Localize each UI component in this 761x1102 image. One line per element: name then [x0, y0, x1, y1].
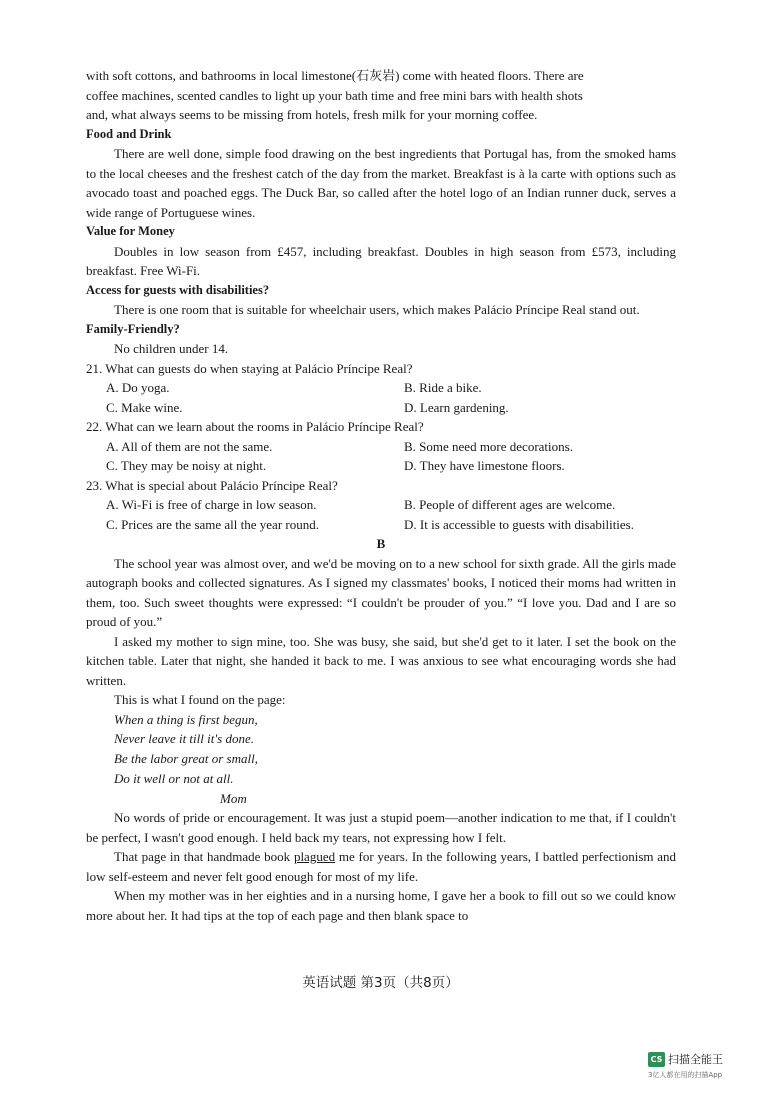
- underlined-word-plagued: plagued: [293, 849, 336, 865]
- question-21-stem: 21. What can guests do when staying at Palácio Príncipe Real?: [86, 360, 413, 376]
- question-22-option-c: C. They may be noisy at night.: [106, 458, 267, 473]
- question-23-option-d: D. It is accessible to guests with disabilities.: [404, 516, 634, 532]
- passage-b-paragraph-3: This is what I found on the page:: [114, 692, 286, 707]
- question-23-stem: 23. What is special about Palácio Príncipe Real?: [86, 477, 338, 493]
- question-21-options-row-2: [86, 398, 676, 418]
- camscanner-logo-icon: CS: [648, 1052, 665, 1067]
- rooms-line-1: with soft cottons, and bathrooms in local limestone(石灰岩) come with heated floors. There are: [86, 68, 584, 83]
- question-21-options-row-1: [86, 378, 676, 398]
- question-21-option-d: D. Learn gardening.: [404, 399, 509, 415]
- question-21-option-b: B. Ride a bike.: [404, 380, 482, 395]
- family-heading: Family-Friendly?: [86, 321, 180, 336]
- page-footer: 英语试题 第3页（共8页）: [302, 975, 459, 991]
- para5-after: me for years. In the following years, I battled perfectionism and low self-esteem and never felt good enough for most of my life.: [86, 849, 677, 884]
- passage-b-paragraph-5: [86, 847, 676, 886]
- passage-b-label: B: [376, 536, 386, 551]
- question-22-option-a: A. All of them are not the same.: [106, 438, 273, 454]
- exam-page: [86, 66, 676, 925]
- question-22-options-row-1: [86, 437, 676, 457]
- access-heading: Access for guests with disabilities?: [86, 282, 270, 297]
- passage-b-paragraph-1: The school year was almost over, and we'd be moving on to a new school for sixth grade. All the girls made autograph books and collected signatures. As I signed my classmates' books, I noticed their moms had written in them, too. Such sweet thoughts were expressed: “I couldn't be prouder of you.” “I love you. Dad and I are so proud of you.”: [86, 555, 676, 629]
- passage-b-paragraph-2: I asked my mother to sign mine, too. She was busy, she said, but she'd get to it later. I set the book on the kitchen table. Later that night, she handed it back to me. I was anxious to see what encouraging words she had written.: [86, 633, 676, 688]
- value-paragraph: Doubles in low season from £457, including breakfast. Doubles in high season from £573, including breakfast. Free Wi-Fi.: [86, 243, 676, 278]
- question-23-options-row-2: [86, 515, 676, 535]
- question-21-option-a: A. Do yoga.: [106, 380, 170, 395]
- poem-signature: Mom: [220, 790, 247, 806]
- poem-line-1: When a thing is first begun,: [114, 711, 258, 727]
- food-paragraph: There are well done, simple food drawing on the best ingredients that Portugal has, from the smoked hams to the local cheeses and the freshest catch of the day from the market. Breakfast is à la carte with options such as avocado toast and poached eggs. The Duck Bar, so called after the hotel logo of an Indian runner duck, serves a wide range of Portuguese wines.: [86, 146, 676, 220]
- food-heading: Food and Drink: [86, 126, 172, 141]
- question-23-option-b: B. People of different ages are welcome.: [404, 497, 616, 512]
- question-22-option-d: D. They have limestone floors.: [404, 458, 565, 473]
- rooms-line-3: and, what always seems to be missing from hotels, fresh milk for your morning coffee.: [86, 107, 538, 122]
- question-22-options-row-2: [86, 456, 676, 476]
- poem-line-4: Do it well or not at all.: [114, 770, 234, 786]
- question-23-option-a: A. Wi-Fi is free of charge in low season.: [106, 497, 317, 512]
- question-22-stem: 22. What can we learn about the rooms in Palácio Príncipe Real?: [86, 419, 424, 434]
- para5-before: That page in that handmade book: [114, 849, 294, 865]
- passage-b-paragraph-6: When my mother was in her eighties and in a nursing home, I gave her a book to fill out so we could know more about her. It had tips at the top of each page and then blank space to: [86, 888, 676, 923]
- watermark-app-name: 扫描全能王: [668, 1053, 723, 1066]
- rooms-line-2: coffee machines, scented candles to light up your bath time and free mini bars with health shots: [86, 87, 583, 103]
- poem-line-2: Never leave it till it's done.: [114, 731, 254, 747]
- family-paragraph: No children under 14.: [114, 341, 229, 356]
- poem-line-3: Be the labor great or small,: [114, 751, 258, 767]
- question-23-option-c: C. Prices are the same all the year round.: [106, 516, 319, 532]
- question-21-option-c: C. Make wine.: [106, 399, 183, 415]
- access-paragraph: There is one room that is suitable for wheelchair users, which makes Palácio Príncipe Real stand out.: [114, 302, 640, 317]
- passage-b-paragraph-4: No words of pride or encouragement. It was just a stupid poem—another indication to me that, if I couldn't be perfect, I wasn't good enough. I held back my tears, not expressing how I felt.: [86, 810, 676, 845]
- value-heading: Value for Money: [86, 224, 175, 238]
- scanner-watermark: [648, 1051, 723, 1067]
- watermark-tagline: 3亿人都在用的扫描App: [648, 1071, 723, 1079]
- question-22-option-b: B. Some need more decorations.: [404, 438, 573, 454]
- question-23-options-row-1: [86, 495, 676, 515]
